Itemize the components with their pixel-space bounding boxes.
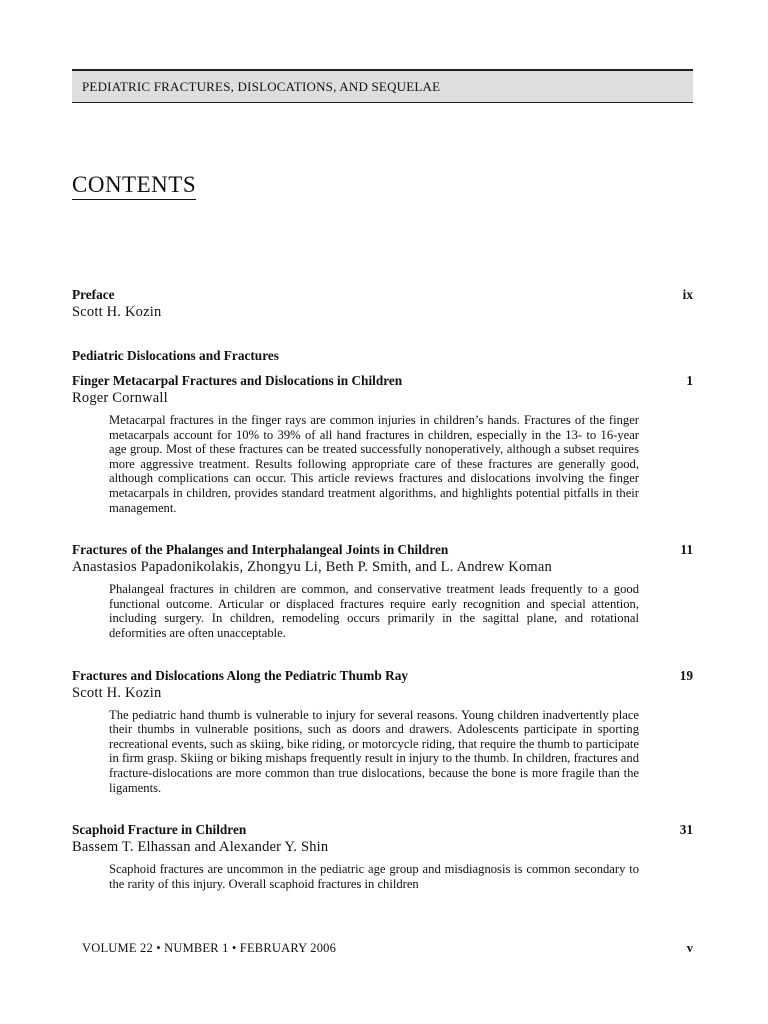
entry-abstract: Metacarpal fractures in the finger rays are common injuries in children’s hands. Fractures of the finger metacarpals account for 10% to 39% of all hand fractures in children, especially in the 13- to 16-year age group. Most of these fractures can be treated successfully nonoperatively, although a subset requires more aggressive treatment. Results following appropriate care of these fractures are generally good, although complications can occur. This article reviews fractures and dislocations involving the finger metacarpals in children, provides standard treatment algorithms, and highlights potential pitfalls in their management. (109, 413, 639, 515)
toc-entry[interactable] (72, 667, 693, 796)
entry-abstract: Scaphoid fractures are uncommon in the pediatric age group and misdiagnosis is common secondary to the rarity of this injury. Overall scaphoid fractures in children (109, 862, 639, 891)
entry-abstract: Phalangeal fractures in children are common, and conservative treatment leads frequently to a good functional outcome. Articular or displaced fractures require early recognition and special attention, including surgery. In children, remodeling occurs primarily in the sagittal plane, and rotational deformities are often unacceptable. (109, 582, 639, 640)
entry-authors: Anastasios Papadonikolakis, Zhongyu Li, Beth P. Smith, and L. Andrew Koman (72, 559, 552, 576)
entry-authors: Scott H. Kozin (72, 304, 162, 320)
entry-title[interactable]: Finger Metacarpal Fractures and Dislocations in Children (72, 373, 403, 388)
page-number: 11 (680, 542, 693, 558)
toc-entry[interactable] (72, 541, 693, 640)
table-of-contents (72, 286, 693, 891)
entry-title[interactable]: Fractures and Dislocations Along the Pediatric Thumb Ray (72, 667, 409, 683)
section-heading: Pediatric Dislocations and Fractures (72, 348, 279, 363)
toc-entry[interactable] (72, 372, 693, 515)
entry-abstract: The pediatric hand thumb is vulnerable to injury for several reasons. Young children inadvertently place their thumbs in vulnerable positions, such as doors and drawers. Adolescents participate in sporting recreational events, such as skiing, bike riding, or motorcycle riding, that require the thumb to participate in firm grasp. Skiing or biking mishaps frequently result in injury to the thumb. In children, fractures and fracture-dislocations are more common than true dislocations, because the bone is more fragile than the ligaments. (109, 707, 639, 795)
toc-entry-preface[interactable] (72, 286, 693, 321)
page-number: ix (682, 287, 693, 302)
entry-authors: Roger Cornwall (72, 390, 168, 406)
page-title: CONTENTS (72, 172, 196, 200)
page-number: 31 (679, 822, 693, 838)
entry-authors: Bassem T. Elhassan and Alexander Y. Shin (72, 839, 329, 856)
running-header (72, 69, 693, 103)
entry-title[interactable]: Fractures of the Phalanges and Interphalangeal Joints in Children (72, 542, 449, 558)
folio-page-number: v (686, 941, 693, 955)
toc-entry[interactable] (72, 821, 693, 891)
entry-title[interactable]: Scaphoid Fracture in Children (72, 822, 247, 838)
entry-authors: Scott H. Kozin (72, 684, 162, 701)
page-number: 1 (686, 373, 693, 388)
page-number: 19 (679, 667, 693, 683)
entry-title[interactable]: Preface (72, 287, 115, 302)
issue-info: VOLUME 22 • NUMBER 1 • FEBRUARY 2006 (82, 941, 337, 955)
running-title: PEDIATRIC FRACTURES, DISLOCATIONS, AND SEQUELAE (82, 79, 441, 94)
